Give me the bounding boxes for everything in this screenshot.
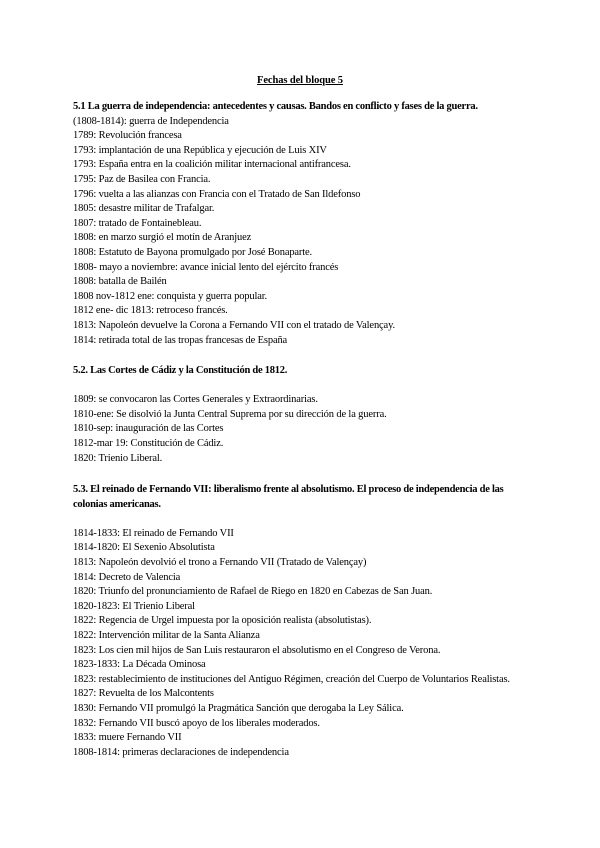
date-list: [73, 527, 533, 761]
list-item: 1814-1820: El Sexenio Absolutista: [73, 542, 215, 554]
list-item: 1820: Triunfo del pronunciamiento de Rafael de Riego en 1820 en Cabezas de San Juan.: [73, 586, 433, 598]
list-item: 1796: vuelta a las alianzas con Francia con el Tratado de San Ildefonso: [73, 188, 361, 200]
list-item: 1808: batalla de Bailén: [73, 276, 167, 288]
list-item: 1808- mayo a noviembre: avance inicial lento del ejército francés: [73, 261, 339, 273]
list-item: 1807: tratado de Fontainebleau.: [73, 217, 202, 229]
list-item: 1827: Revuelta de los Malcontents: [73, 688, 214, 700]
list-item: 1832: Fernando VII buscó apoyo de los liberales moderados.: [73, 717, 320, 729]
list-item: 1789: Revolución francesa: [73, 130, 182, 142]
spacer: [73, 379, 533, 394]
list-item: 1805: desastre militar de Trafalgar.: [73, 203, 215, 215]
list-item: 1810-sep: inauguración de las Cortes: [73, 423, 224, 435]
list-item: 1808 nov-1812 ene: conquista y guerra popular.: [73, 290, 268, 302]
date-list: [73, 115, 533, 349]
list-item: 1795: Paz de Basilea con Francia.: [73, 173, 211, 185]
list-item: 1822: Intervención militar de la Santa Alianza: [73, 629, 260, 641]
list-item: 1810-ene: Se disolvió la Junta Central Suprema por su dirección de la guerra.: [73, 408, 387, 420]
section-5-2: [73, 364, 533, 466]
list-item: 1820: Trienio Liberal.: [73, 452, 163, 464]
list-item: 1793: España entra en la coalición militar internacional antifrancesa.: [73, 159, 351, 171]
list-item: 1814: Decreto de Valencia: [73, 571, 181, 583]
section-heading: 5.2. Las Cortes de Cádiz y la Constitución de 1812.: [73, 365, 288, 376]
list-item: 1813: Napoleón devolvió el trono a Fernando VII (Tratado de Valençay): [73, 556, 367, 568]
list-item: 1814-1833: El reinado de Fernando VII: [73, 527, 234, 539]
date-list: [73, 393, 533, 466]
list-item: 1808: en marzo surgió el motín de Aranjuez: [73, 232, 252, 244]
spacer: [73, 512, 533, 527]
section-5-3: [73, 483, 533, 760]
list-item: 1813: Napoleón devuelve la Corona a Fernando VII con el tratado de Valençay.: [73, 319, 395, 331]
list-item: 1793: implantación de una República y ejecución de Luis XIV: [73, 144, 327, 156]
list-item: 1833: muere Fernando VII: [73, 732, 182, 744]
list-item: 1808-1814: primeras declaraciones de independencia: [73, 746, 289, 758]
list-item: 1830: Fernando VII promulgó la Pragmática Sanción que derogaba la Ley Sálica.: [73, 702, 404, 714]
section-heading: 5.3. El reinado de Fernando VII: liberalismo frente al absolutismo. El proceso de independencia de las colonias americanas.: [73, 484, 504, 510]
list-item: 1822: Regencia de Urgel impuesta por la oposición realista (absolutistas).: [73, 615, 372, 627]
list-item: 1823-1833: La Década Ominosa: [73, 659, 206, 671]
list-item: 1808: Estatuto de Bayona promulgado por José Bonaparte.: [73, 246, 313, 258]
list-item: 1809: se convocaron las Cortes Generales y Extraordinarias.: [73, 394, 318, 406]
list-item: (1808-1814): guerra de Independencia: [73, 115, 229, 127]
section-heading: 5.1 La guerra de independencia: antecedentes y causas. Bandos en conflicto y fases de la guerra.: [73, 101, 478, 112]
list-item: 1812 ene- dic 1813: retroceso francés.: [73, 305, 228, 317]
section-5-1: [73, 100, 533, 348]
list-item: 1823: restablecimiento de instituciones del Antiguo Régimen, creación del Cuerpo de Voluntarios Realistas.: [73, 673, 510, 685]
list-item: 1823: Los cien mil hijos de San Luis restauraron el absolutismo en el Congreso de Verona.: [73, 644, 441, 656]
document-title: Fechas del bloque 5: [257, 75, 343, 86]
list-item: 1820-1823: El Trienio Liberal: [73, 600, 195, 612]
list-item: 1814: retirada total de las tropas francesas de España: [73, 334, 288, 346]
list-item: 1812-mar 19: Constitución de Cádiz.: [73, 437, 224, 449]
